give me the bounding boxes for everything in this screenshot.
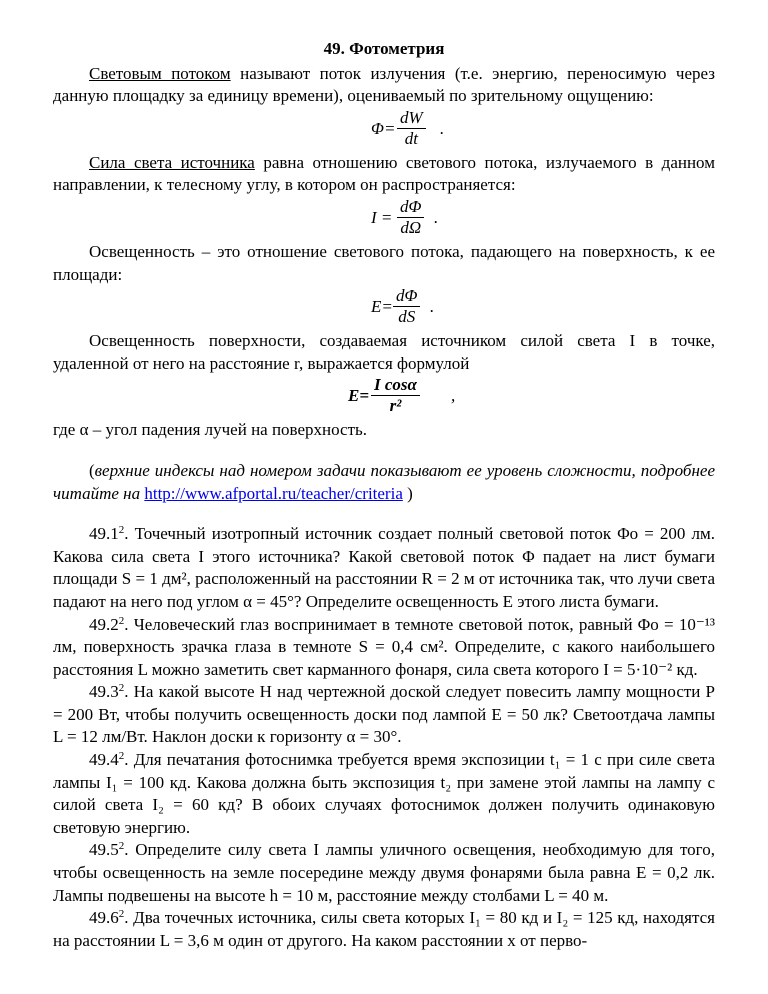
formula-fraction (397, 108, 426, 149)
formula-numerator: dΦ (393, 286, 420, 307)
problem-item (53, 681, 715, 749)
difficulty-level: 2 (118, 750, 125, 763)
formula-tail: . (430, 297, 435, 317)
problem-text: . Человеческий глаз воспринимает в темноте световой поток, равный Φо = 10⁻¹³ лм, поверхность зрачка глаза в темноте S = 0,4 см². Определите, с какого наибольшего расстояния L можно заметить свет карманного фонаря, сила света которого I = 5·10⁻² кд. (53, 614, 715, 679)
formula-tail: . (434, 207, 439, 227)
note-text: верхние индексы над номером задачи показывают ее уровень сложности, подробнее читайте на (53, 460, 715, 503)
problem-text: . Два точечных источника, силы света которых I₁ = 80 кд и I₂ = 125 кд, находятся на расстоянии L = 3,6 м один от другого. На каком расстоянии x от перво- (53, 908, 715, 950)
problem-item (53, 523, 715, 613)
formula-intensity (53, 197, 715, 241)
formula-lhs: Φ= (371, 118, 396, 138)
formula-denominator: dt (404, 128, 418, 148)
formula-fraction (397, 197, 424, 238)
problem-list (53, 523, 715, 952)
formula-fraction (393, 286, 420, 327)
formula-fraction (371, 375, 420, 416)
note-close: ) (402, 483, 413, 503)
problem-text: . Определите силу света I лампы уличного освещения, необходимую для того, чтобы освещенность на земле посередине между двумя фонарями была равна E = 0,2 лк. Лампы подвешены на высоте h = 10 м, расстояние между столбами L = 40 м. (53, 840, 715, 905)
problem-number: 49.6 (89, 908, 119, 928)
note-open: ( (89, 460, 95, 480)
problem-text: . Для печатания фотоснимка требуется время экспозиции t₁ = 1 с при силе света лампы I₁ = 100 кд. Какова должна быть экспозиция t₂ при замене этой лампы на лампу с силой света I₂ = 60 кд? В обоих случаях фотоснимок должен получить одинаковую световую энергию. (53, 750, 715, 837)
problem-text: . Точечный изотропный источник создает полный световой поток Φо = 200 лм. Какова сила света I этого источника? Какой световой поток Φ падает на лист бумаги площади S = 1 дм², расположенный на расстоянии R = 2 м от источника так, что лучи света падают на него под углом α = 45°? Определите освещенность E этого листа бумаги. (53, 524, 715, 611)
difficulty-level: 2 (118, 682, 125, 695)
problem-text: . На какой высоте H над чертежной доской следует повесить лампу мощности P = 200 Вт, чтобы получить освещенность доски под лампой E = 50 лк? Светоотдача лампы L = 12 лм/Вт. Наклон доски к горизонту α = 30°. (53, 682, 715, 747)
problem-number: 49.1 (89, 524, 119, 544)
formula-denominator: r² (389, 396, 402, 416)
formula-flux (53, 108, 715, 152)
difficulty-level: 2 (118, 614, 125, 627)
formula-lhs: E= (371, 297, 393, 317)
difficulty-level: 2 (118, 908, 125, 921)
formula-denominator: dΩ (400, 217, 422, 237)
difficulty-level: 2 (118, 840, 125, 853)
formula-denominator: dS (398, 307, 416, 327)
paragraph-angle: где α – угол падения лучей на поверхность. (53, 420, 368, 440)
formula-illuminance (53, 286, 715, 330)
formula-lhs: E= (348, 386, 370, 406)
term-luminous-flux: Световым потоком (89, 63, 231, 83)
note-paragraph (53, 460, 715, 505)
problem-item (53, 749, 715, 839)
problem-number: 49.4 (89, 750, 119, 770)
document-page (53, 38, 715, 952)
paragraph-luminous-flux (53, 63, 715, 108)
term-luminous-intensity: Сила света источника (89, 152, 255, 172)
difficulty-level: 2 (118, 524, 125, 537)
problem-item (53, 907, 715, 952)
formula-numerator: dW (397, 108, 426, 129)
criteria-link[interactable]: http://www.afportal.ru/teacher/criteria (144, 483, 403, 503)
paragraph-text: называют поток излучения (т.е. энергию, переносимую через данную площадку за единицу времени), оцениваемый по зрительному ощущению: (53, 63, 715, 106)
section-title: 49. Фотометрия (323, 39, 445, 58)
paragraph-point-source: Освещенность поверхности, создаваемая источником силой света I в точке, удаленной от него на расстояние r, выражается формулой (53, 331, 715, 373)
problem-number: 49.2 (89, 614, 119, 634)
problem-number: 49.3 (89, 682, 119, 702)
paragraph-text: равна отношению светового потока, излучаемого в данном направлении, к телесному углу, в котором он распространяется: (53, 152, 715, 195)
paragraph-luminous-intensity (53, 152, 715, 197)
formula-tail: . (440, 118, 445, 138)
formula-lhs: I = (371, 207, 393, 227)
formula-tail: , (451, 386, 456, 406)
problem-item (53, 614, 715, 682)
problem-number: 49.5 (89, 840, 119, 860)
formula-numerator: I cosα (371, 375, 420, 396)
formula-numerator: dΦ (397, 197, 424, 218)
formula-point-source (53, 375, 715, 419)
paragraph-illuminance: Освещенность – это отношение светового потока, падающего на поверхность, к ее площади: (53, 241, 715, 284)
problem-item (53, 839, 715, 907)
